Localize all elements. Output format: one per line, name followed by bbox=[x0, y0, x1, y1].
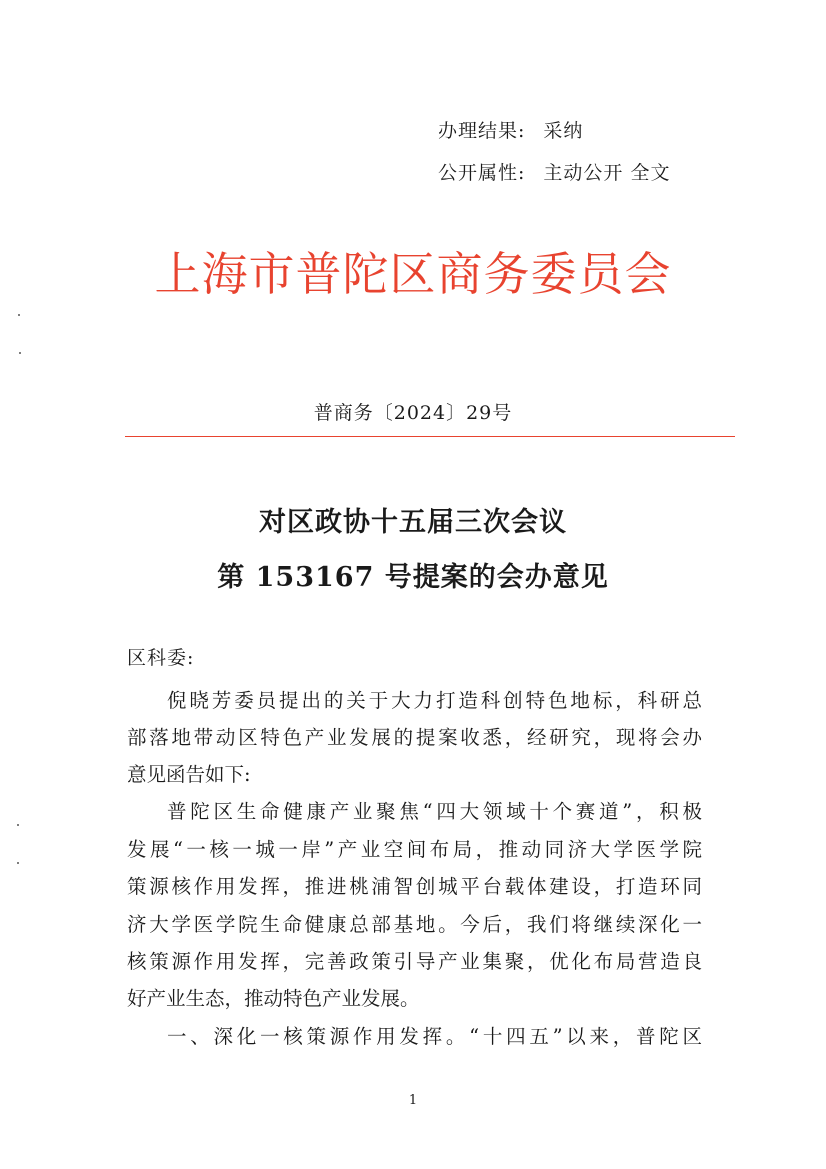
page-number: 1 bbox=[408, 1093, 418, 1108]
handling-result-line bbox=[438, 116, 583, 143]
scan-speck bbox=[18, 314, 20, 316]
disclosure-attribute-value: 主动公开 全文 bbox=[543, 162, 671, 184]
scan-speck bbox=[17, 824, 19, 826]
disclosure-attribute-line bbox=[438, 158, 670, 185]
body-line: 一、深化一核策源作用发挥。“十四五”以来，普陀区 bbox=[167, 1025, 702, 1048]
body-line: 济大学医学院生命健康总部基地。今后，我们将继续深化一 bbox=[127, 913, 702, 936]
handling-result-value: 采纳 bbox=[543, 120, 584, 142]
body-line: 倪晓芳委员提出的关于大力打造科创特色地标，科研总 bbox=[167, 689, 702, 712]
document-title-line-2: 第 153167 号提案的会办意见 bbox=[217, 562, 609, 593]
body-line: 好产业生态，推动特色产业发展。 bbox=[127, 987, 420, 1010]
body-line: 策源核作用发挥，推进桃浦智创城平台载体建设，打造环同 bbox=[127, 875, 702, 898]
issuing-organization-header: 上海市普陀区商务委员会 bbox=[154, 247, 672, 301]
handling-result-label: 办理结果: bbox=[438, 120, 526, 142]
salutation: 区科委: bbox=[127, 647, 195, 669]
body-line: 普陀区生命健康产业聚焦“四大领域十个赛道”，积极 bbox=[167, 800, 702, 823]
document-number: 普商务〔2024〕29号 bbox=[313, 402, 513, 424]
body-line: 核策源作用发挥，完善政策引导产业集聚，优化布局营造良 bbox=[127, 950, 702, 973]
document-title-line-1: 对区政协十五届三次会议 bbox=[259, 507, 567, 538]
body-line: 意见函告如下: bbox=[127, 763, 251, 786]
disclosure-attribute-label: 公开属性: bbox=[438, 162, 526, 184]
body-line: 发展“一核一城一岸”产业空间布局，推动同济大学医学院 bbox=[127, 838, 702, 861]
red-header-rule bbox=[125, 436, 735, 437]
scan-speck bbox=[17, 862, 19, 864]
body-line: 部落地带动区特色产业发展的提案收悉，经研究，现将会办 bbox=[127, 726, 702, 749]
scan-speck bbox=[19, 352, 21, 354]
